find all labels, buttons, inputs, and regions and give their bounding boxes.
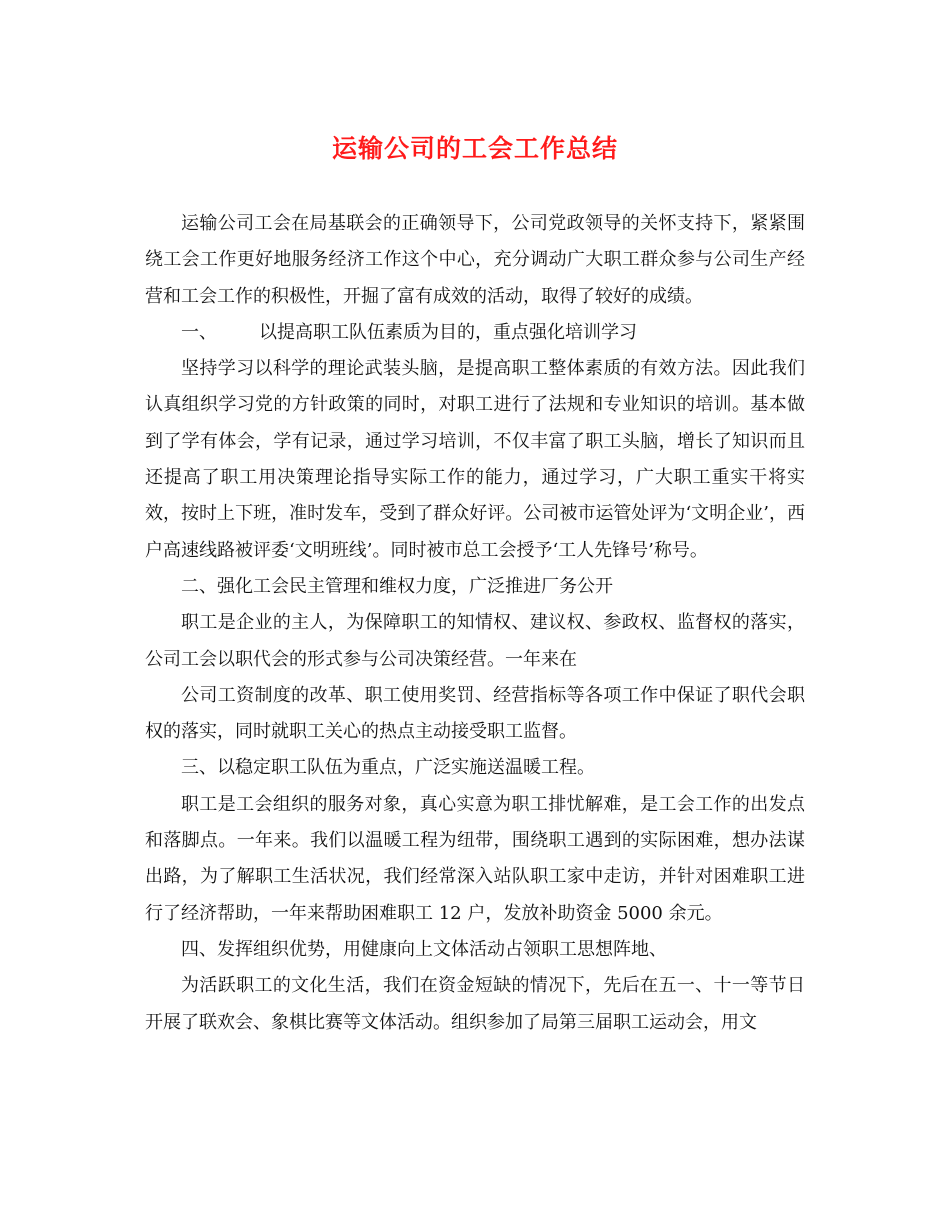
paragraph-culture: 为活跃职工的文化生活，我们在资金短缺的情况下，先后在五一、十一等节日开展了联欢会、象棋比赛等文体活动。组织参加了局第三届职工运动会，用文 bbox=[145, 975, 805, 1033]
paragraph-democratic-management: 职工是企业的主人，为保障职工的知情权、建议权、参政权、监督权的落实，公司工会以职代会的形式参与公司决策经营。一年来在 bbox=[145, 612, 805, 670]
paragraph-study: 坚持学习以科学的理论武装头脑，是提高职工整体素质的有效方法。因此我们认真组织学习党的方针政策的同时，对职工进行了法规和专业知识的培训。基本做到了学有体会，学有记录，通过学习培训，不仅丰富了职工头脑，增长了知识而且还提高了职工用决策理论指导实际工作的能力，通过学习，广大职工重实干将实效，按时上下班，准时发车，受到了群众好评。公司被市运管处评为‘文明企业’，西户高速线路被评委‘文明班线’。同时被市总工会授予‘工人先锋号’称号。 bbox=[145, 358, 805, 561]
section-heading-1 bbox=[145, 315, 805, 351]
section-heading-3: 三、以稳定职工队伍为重点，广泛实施送温暖工程。 bbox=[181, 757, 595, 779]
document-body bbox=[145, 206, 805, 1041]
section-heading-1-text: 以提高职工队伍素质为目的，重点强化培训学习 bbox=[259, 321, 637, 343]
section-heading-1-number: 一、 bbox=[181, 321, 217, 343]
section-heading-2: 二、强化工会民主管理和维权力度，广泛推进厂务公开 bbox=[181, 575, 613, 597]
document-title: 运输公司的工会工作总结 bbox=[331, 134, 618, 163]
paragraph-intro: 运输公司工会在局基联会的正确领导下，公司党政领导的关怀支持下，紧紧围绕工会工作更好地服务经济工作这个中心，充分调动广大职工群众参与公司生产经营和工会工作的积极性，开掘了富有成效的活动，取得了较好的成绩。 bbox=[145, 213, 805, 307]
section-heading-4: 四、发挥组织优势，用健康向上文体活动占领职工思想阵地、 bbox=[181, 938, 667, 960]
paragraph-warmth: 职工是工会组织的服务对象，真心实意为职工排忧解难，是工会工作的出发点和落脚点。一年来。我们以温暖工程为纽带，围绕职工遇到的实际困难，想办法谋出路，为了解职工生活状况，我们经常深入站队职工家中走访，并针对困难职工进行了经济帮助，一年来帮助困难职工 12 户，发放补助资金 5000 余元。 bbox=[145, 793, 805, 924]
paragraph-wage-reform: 公司工资制度的改革、职工使用奖罚、经营指标等各项工作中保证了职代会职权的落实，同时就职工关心的热点主动接受职工监督。 bbox=[145, 684, 805, 743]
